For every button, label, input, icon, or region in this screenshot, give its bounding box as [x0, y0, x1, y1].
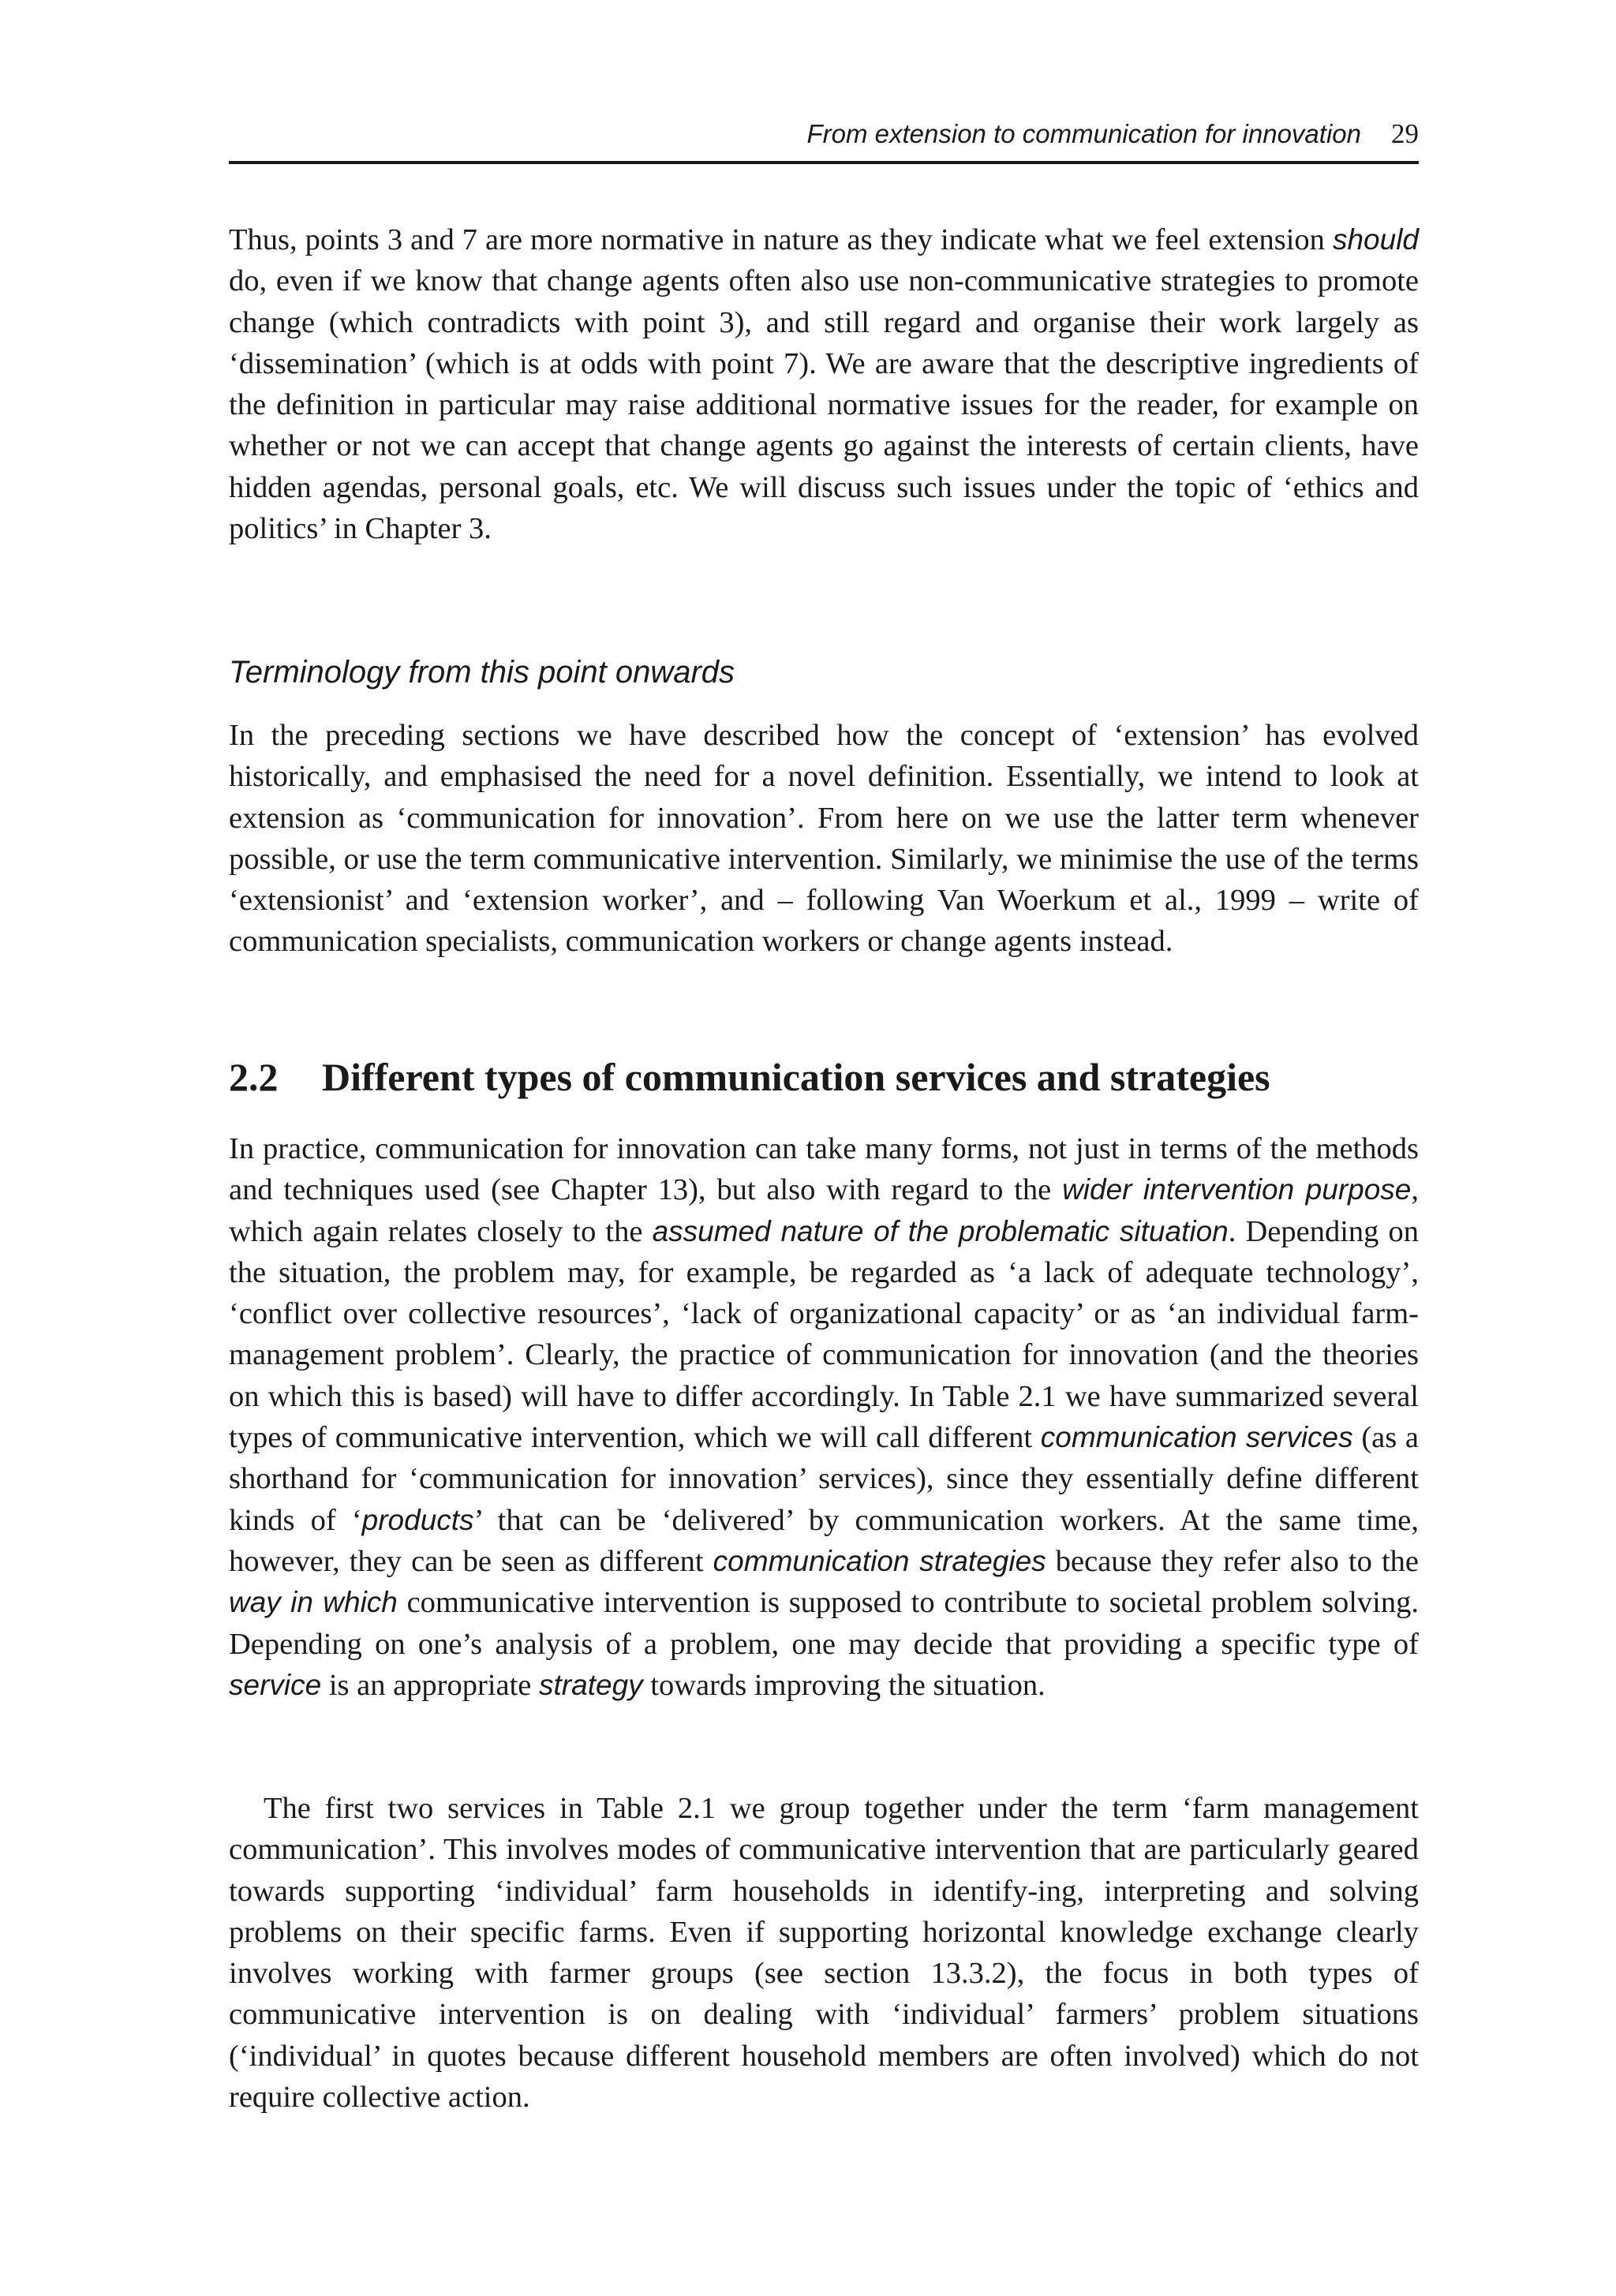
text-run: . Depending on the situation, the problem may, for example, be regarded as ‘a lack of adequate technology’, ‘conflict over collective resources’, ‘lack of organizational capacity’ or as ‘an individual farm-management problem’. Clearly, the practice of communication for innovation (and the theories on which this is based) will have to differ accordingly. In Table 2.1 we have summarized several types of communicative intervention, which we will call different — [229, 1214, 1419, 1455]
paragraph-normative-points — [229, 219, 1419, 549]
text-run: is an appropriate — [321, 1668, 540, 1702]
text-run: , which again relates closely to the — [229, 1173, 1419, 1248]
section-heading — [229, 1053, 1270, 1101]
emphasis-assumed-nature: assumed nature of the problematic situation — [652, 1214, 1229, 1247]
subheading-terminology: Terminology from this point onwards — [229, 655, 735, 690]
section-title: Different types of communication services and strategies — [322, 1055, 1270, 1099]
emphasis-should: should — [1332, 223, 1419, 256]
text-run: because they refer also to the — [1046, 1544, 1419, 1578]
running-title: From extension to communication for innovation — [806, 119, 1361, 148]
text-run: towards improving the situation. — [642, 1668, 1046, 1702]
emphasis-communication-services: communication services — [1040, 1421, 1353, 1454]
emphasis-strategy: strategy — [539, 1668, 643, 1701]
header-rule — [229, 161, 1419, 164]
text-run: Thus, points 3 and 7 are more normative in nature as they indicate what we feel extension — [229, 223, 1333, 256]
paragraph-communication-forms — [229, 1128, 1419, 1706]
emphasis-products: products — [361, 1503, 474, 1536]
paragraph-terminology: In the preceding sections we have described how the concept of ‘extension’ has evolved historically, and emphasised the need for a novel definition. Essentially, we intend to look at extension as ‘communication for innovation’. From here on we use the latter term whenever possible, or use the term communicative intervention. Similarly, we minimise the use of the terms ‘extensionist’ and ‘extension worker’, and – following Van Woerkum et al., 1999 – write of communication specialists, communication workers or change agents instead. — [229, 719, 1419, 959]
text-run: do, even if we know that change agents often also use non-communicative strategies to promote change (which contradicts with point 3), and still regard and organise their work largely as ‘dissemination’ (which is at odds with point 7). We are aware that the descriptive ingredients of the definition in particular may raise additional normative issues for the reader, for example on whether or not we can accept that change agents go against the interests of certain clients, have hidden agendas, personal goals, etc. We will discuss such issues under the topic of ‘ethics and politics’ in Chapter 3. — [229, 264, 1419, 546]
page-number: 29 — [1391, 118, 1419, 149]
emphasis-way-in-which: way in which — [229, 1586, 398, 1619]
emphasis-communication-strategies: communication strategies — [713, 1544, 1046, 1577]
emphasis-wider-intervention-purpose: wider intervention purpose — [1062, 1173, 1412, 1206]
running-header — [806, 118, 1419, 150]
text-run: (as a shorthand for ‘communication for innovation’ services), since they essentially define different kinds of ‘ — [229, 1421, 1419, 1537]
text-run: ’ that can be ‘delivered’ by communication workers. At the same time, however, they can be seen as different — [229, 1503, 1419, 1578]
paragraph-farm-management: The first two services in Table 2.1 we group together under the term ‘farm management communication’. This involves modes of communicative intervention that are particularly geared towards supporting ‘individual’ farm households in identify-ing, interpreting and solving problems on their specific farms. Even if supporting horizontal knowledge exchange clearly involves working with farmer groups (see section 13.3.2), the focus in both types of communicative intervention is on dealing with ‘individual’ farmers’ problem situations (‘individual’ in quotes because different household members are often involved) which do not require collective action. — [229, 1792, 1419, 2115]
text-run: In practice, communication for innovation can take many forms, not just in terms of the methods and techniques used (see Chapter 13), but also with regard to the — [229, 1132, 1419, 1207]
text-run: communicative intervention is supposed to contribute to societal problem solving. Depending on one’s analysis of a problem, one may decide that providing a specific type of — [229, 1586, 1419, 1661]
emphasis-service: service — [229, 1668, 322, 1701]
section-number: 2.2 — [229, 1055, 279, 1099]
